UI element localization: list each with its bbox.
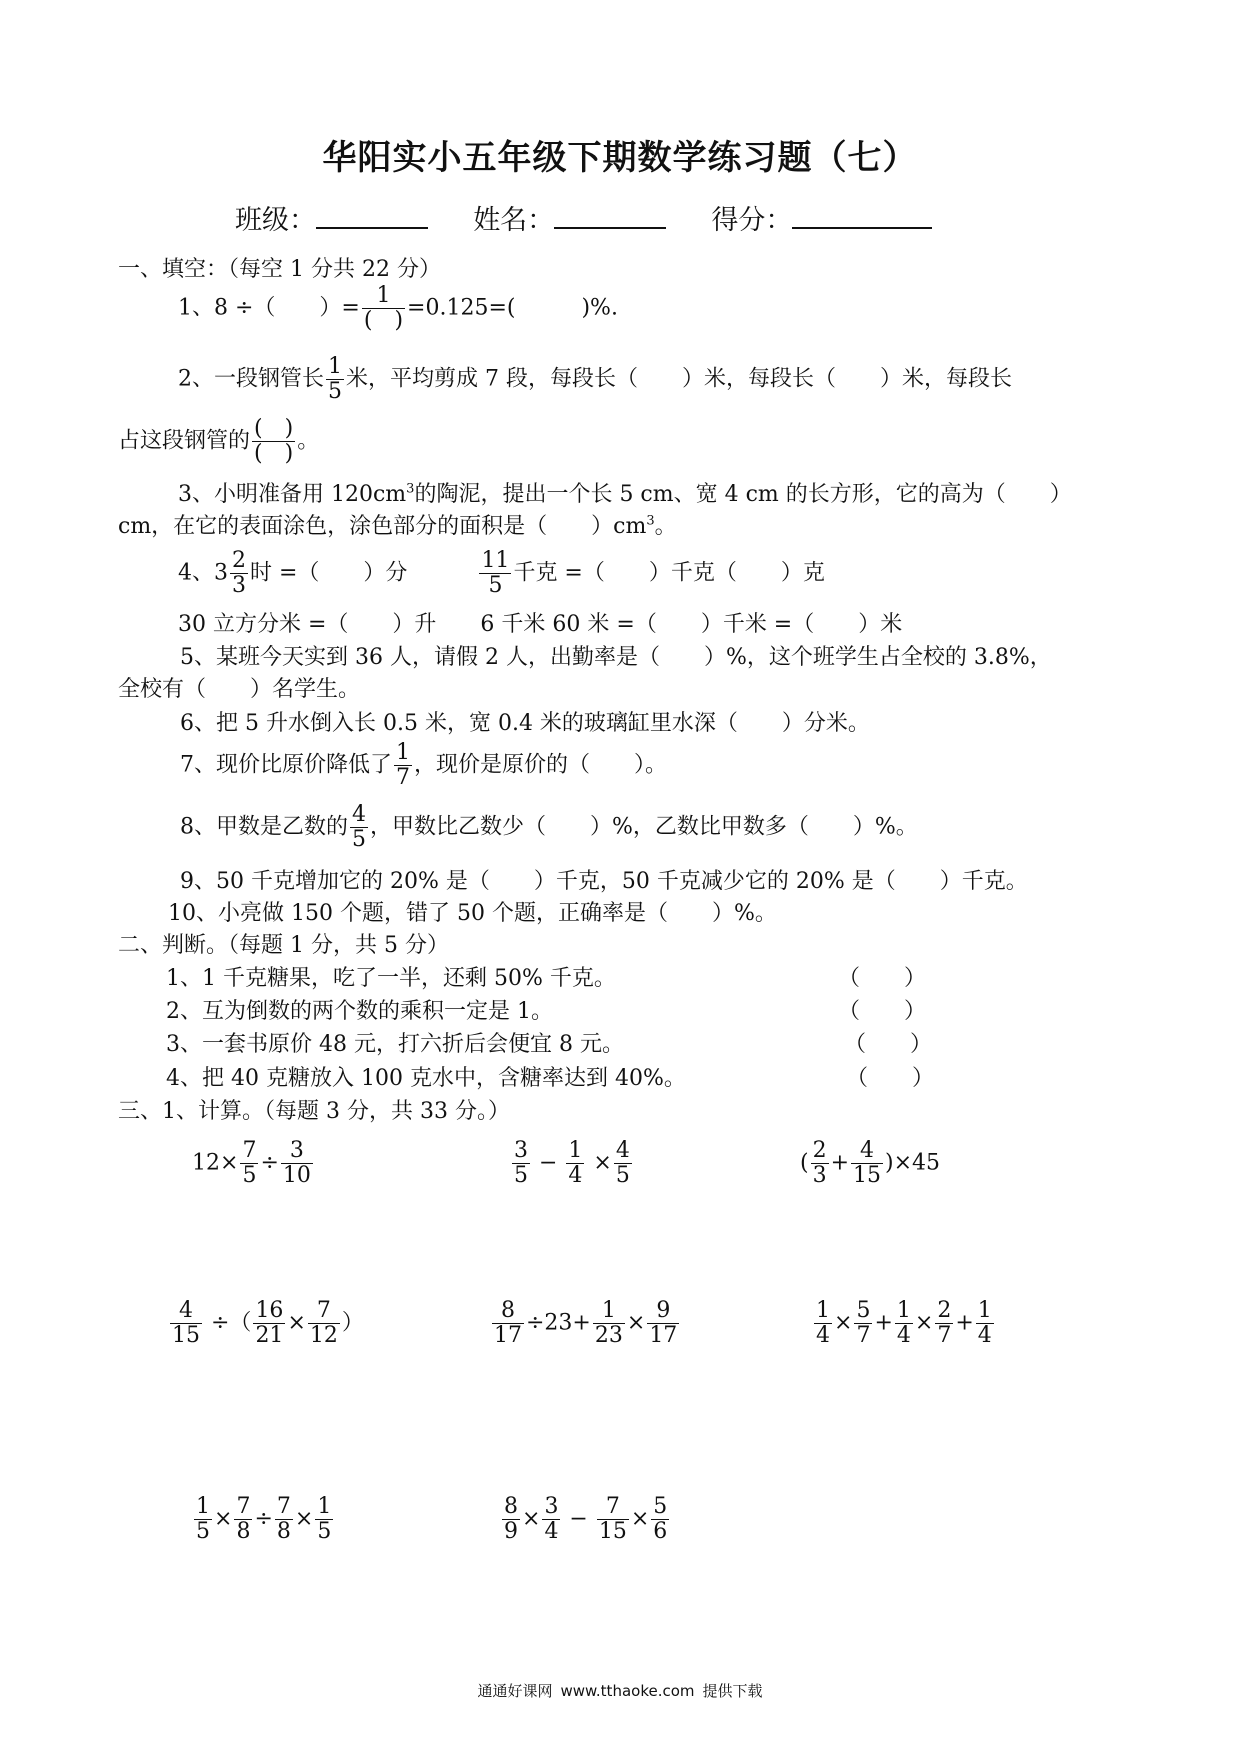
q8-den: 5 <box>352 827 366 852</box>
calc-8: $\frac{8}{9}$ × $\frac{3}{4}$ − $\frac{7}{15}$ × $\frac{5}{6}$ <box>504 1494 668 1544</box>
q3-sup: 3 <box>406 481 415 497</box>
judge-paren-4[interactable]: （ ） <box>846 1066 935 1091</box>
q4-text-a: 4、3 <box>178 560 228 586</box>
class-blank[interactable] <box>316 207 428 229</box>
judge-paren-3[interactable]: （ ） <box>844 1032 933 1057</box>
section1-heading: 一、填空：（每空 1 分共 22 分） <box>118 257 441 282</box>
q4-line2: 30 立方分米 =（ ）升 6 千米 60 米 =（ ）千米 =（ ）米 <box>178 612 903 637</box>
q10: 10、小亮做 150 个题，错了 50 个题，正确率是（ ）%。 <box>168 901 777 926</box>
q7-num: 1 <box>396 740 410 765</box>
q5-line2: 全校有（ ）名学生。 <box>118 677 361 702</box>
q7-text-a: 7、现价比原价降低了 <box>180 752 392 778</box>
q3-text-d: 。 <box>654 514 677 539</box>
q9: 9、50 千克增加它的 20% 是（ ）千克，50 千克减少它的 20% 是（ ）千克。 <box>180 869 1028 894</box>
q2-line2 <box>118 418 319 465</box>
q3-line2 <box>118 509 677 540</box>
q2-den: 5 <box>328 379 342 404</box>
q6: 6、把 5 升水倒入长 0.5 米，宽 0.4 米的玻璃缸里水深（ ）分米。 <box>180 711 870 736</box>
q7 <box>180 742 667 789</box>
q2-line1 <box>178 356 1012 403</box>
q7-fraction <box>394 742 412 789</box>
q4-text-b: 时 =（ ）分 <box>250 560 408 586</box>
q4-den1: 3 <box>232 573 246 598</box>
footer-site: 通通好课网 <box>477 1682 553 1700</box>
calc-6: $\frac{1}{4}$ × $\frac{5}{7}$ + $\frac{1}{4}$ × $\frac{2}{7}$ + $\frac{1}{4}$ <box>816 1298 992 1348</box>
q1-text-a: 1、8 ÷（ ）= <box>178 295 360 321</box>
q1-fraction <box>362 285 405 332</box>
judge-item-4: 4、把 40 克糖放入 100 克水中，含糖率达到 40%。 <box>166 1066 686 1091</box>
judge-paren-1[interactable]: （ ） <box>838 966 927 991</box>
q2-text-d: 。 <box>297 428 320 454</box>
q2-text-a: 2、一段钢管长 <box>178 366 324 392</box>
q1-num: 1 <box>362 285 405 309</box>
q4-num2: 11 <box>481 548 510 573</box>
calc-5: $\frac{8}{17}$ ÷23+ $\frac{1}{23}$ × $\frac{9}{17}$ <box>494 1298 678 1348</box>
q2-answer-fraction <box>252 418 295 465</box>
q4-fraction1 <box>230 550 248 597</box>
q4-fraction2 <box>479 550 511 597</box>
q2-answer-num: ( ) <box>254 416 294 441</box>
calc-2: $\frac{3}{5}$ − $\frac{1}{4}$ × $\frac{4}{5}$ <box>514 1138 630 1188</box>
calc-4: $\frac{4}{15}$ ÷（ $\frac{16}{21}$ × $\frac{7}{12}$ ） <box>172 1298 364 1348</box>
score-label: 得分： <box>711 205 793 236</box>
q2-answer-den: ( ) <box>254 441 294 466</box>
footer <box>0 1680 1240 1701</box>
section3-heading: 三、1、计算。（每题 3 分，共 33 分。） <box>118 1099 510 1124</box>
q3-text-c: cm，在它的表面涂色，涂色部分的面积是（ ）cm <box>118 514 647 539</box>
q8-text-b: ，甲数比乙数少（ ）%，乙数比甲数多（ ）%。 <box>370 814 918 840</box>
q8-num: 4 <box>352 802 366 827</box>
score-blank[interactable] <box>792 207 932 229</box>
q1-den: ( ) <box>363 308 404 333</box>
section2-heading: 二、判断。（每题 1 分，共 5 分） <box>118 933 449 958</box>
q3-text-a: 3、小明准备用 120cm <box>178 482 407 507</box>
judge-item-1: 1、1 千克糖果，吃了一半，还剩 50% 千克。 <box>166 966 616 991</box>
name-label: 姓名： <box>473 205 555 236</box>
q8-fraction <box>350 804 368 851</box>
q4-num1: 2 <box>232 548 246 573</box>
calc-3: ( $\frac{2}{3}$ + $\frac{4}{15}$ )×45 <box>800 1138 941 1188</box>
judge-paren-2[interactable]: （ ） <box>838 999 927 1024</box>
q4-line1 <box>178 550 825 597</box>
footer-note: 提供下载 <box>702 1682 763 1700</box>
judge-item-3: 3、一套书原价 48 元，打六折后会便宜 8 元。 <box>166 1032 624 1057</box>
q8 <box>180 804 918 851</box>
q4-den2: 5 <box>488 573 503 598</box>
q4-text-c: 千克 =（ ）千克（ ）克 <box>513 560 825 586</box>
footer-url[interactable]: www.tthaoke.com <box>560 1682 695 1700</box>
judge-item-2: 2、互为倒数的两个数的乘积一定是 1。 <box>166 999 553 1024</box>
q5-line1: 5、某班今天实到 36 人，请假 2 人，出勤率是（ ）%，这个班学生占全校的 3.8%， <box>180 645 1052 670</box>
q7-den: 7 <box>396 765 410 790</box>
class-label: 班级： <box>235 205 316 236</box>
q3-line1 <box>178 477 1072 508</box>
q3-text-b: 的陶泥，提出一个长 5 cm、宽 4 cm 的长方形，它的高为（ ） <box>414 482 1072 507</box>
calc-1: 12× $\frac{7}{5}$ ÷ $\frac{3}{10}$ <box>192 1138 311 1188</box>
q2-text-c: 占这段钢管的 <box>118 428 251 454</box>
q2-fraction <box>326 356 344 403</box>
name-blank[interactable] <box>554 207 666 229</box>
q2-num: 1 <box>328 354 342 379</box>
q1-text-b: =0.125=( )%. <box>407 295 618 321</box>
q8-text-a: 8、甲数是乙数的 <box>180 814 348 840</box>
q1 <box>178 285 618 332</box>
q3-csup: 3 <box>646 513 655 529</box>
q2-text-b: 米，平均剪成 7 段，每段长（ ）米，每段长（ ）米，每段长 <box>346 366 1012 392</box>
q7-text-b: ，现价是原价的（ ）。 <box>414 752 668 778</box>
student-info-row <box>235 198 932 237</box>
calc-7: $\frac{1}{5}$ × $\frac{7}{8}$ ÷ $\frac{7}{8}$ × $\frac{1}{5}$ <box>196 1494 332 1544</box>
page-title: 华阳实小五年级下期数学练习题（七） <box>322 138 918 178</box>
